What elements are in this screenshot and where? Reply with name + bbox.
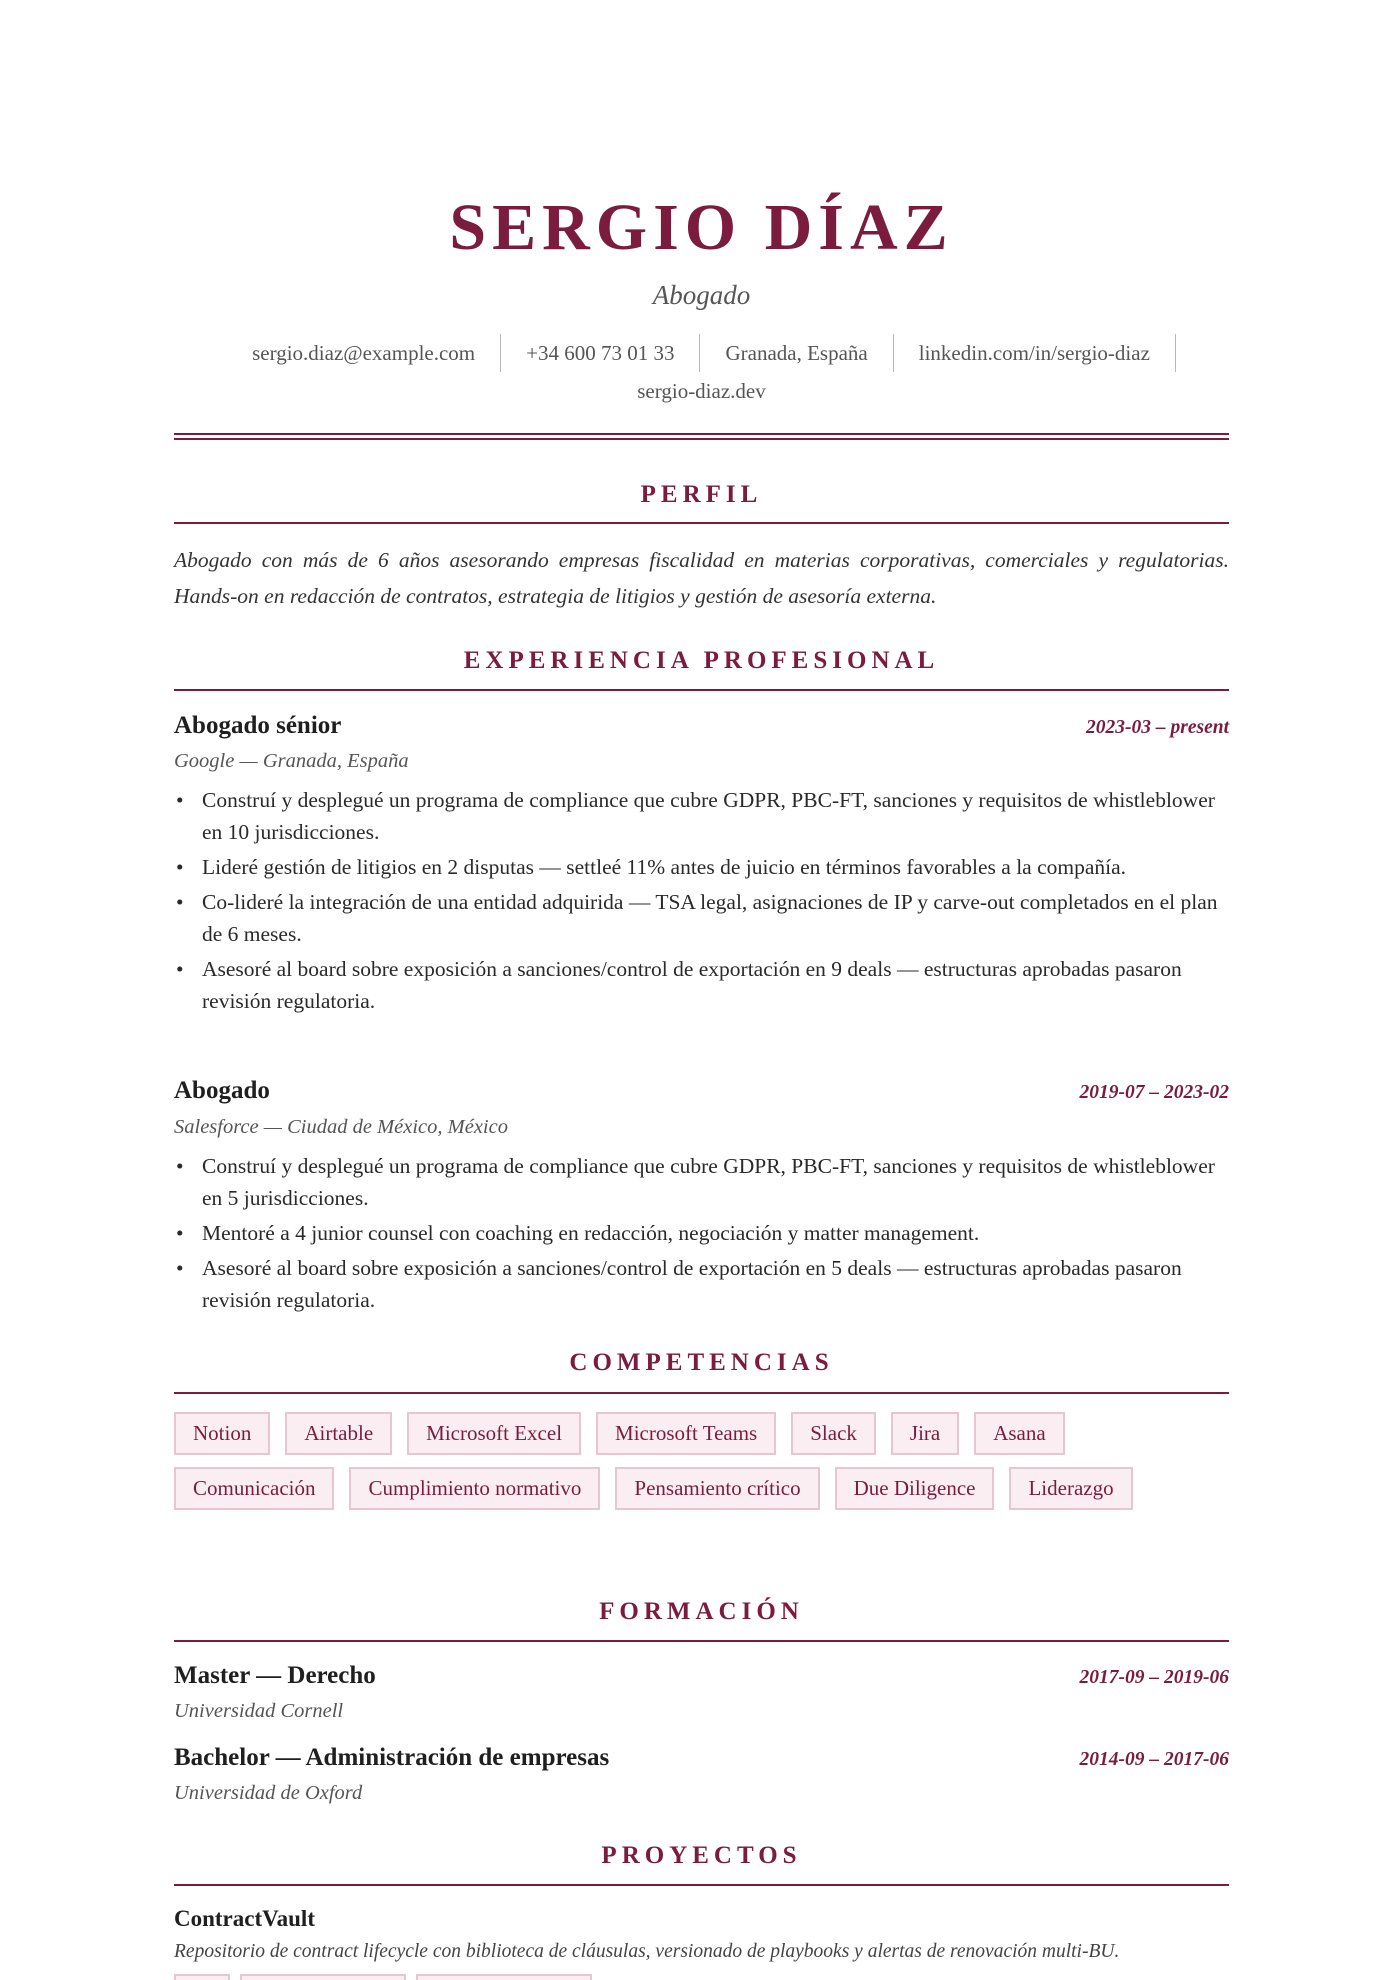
job-achievements xyxy=(174,784,1229,1020)
skill-tag: Cumplimiento normativo xyxy=(349,1467,600,1510)
job-dates: 2023-03 – present xyxy=(1086,717,1229,738)
section-rule-education xyxy=(174,1640,1229,1642)
education-degree: Bachelor — Administración de empresas xyxy=(174,1744,610,1771)
education-school: Universidad Cornell xyxy=(174,1700,344,1722)
job-organization: Google — Granada, España xyxy=(174,750,409,772)
section-rule-projects xyxy=(174,1884,1229,1886)
project-description: Repositorio de contract lifecycle con biblioteca de cláusulas, versionado de playbooks y alertas de renovación multi-BU. xyxy=(174,1941,1120,1962)
project-tags xyxy=(174,1974,592,1980)
section-title-education: FORMACIÓN xyxy=(599,1598,804,1625)
contact-list xyxy=(174,334,1229,410)
candidate-name: SERGIO DÍAZ xyxy=(449,191,954,264)
skill-tag: Jira xyxy=(891,1412,959,1455)
list-item: • Asesoré al board sobre exposición a sanciones/control de exportación en 9 deals — estructuras aprobadas pasaron revisión regulatoria. xyxy=(174,953,1229,1017)
skill-tag: Slack xyxy=(791,1412,876,1455)
skill-tag: Notion xyxy=(174,1412,270,1455)
contact-phone[interactable]: +34 600 73 01 33 xyxy=(501,334,700,372)
skill-tag: Pensamiento crítico xyxy=(615,1467,819,1510)
project-tag xyxy=(416,1974,592,1980)
section-rule-profile xyxy=(174,522,1229,524)
section-rule-experience xyxy=(174,689,1229,691)
skill-tag: Airtable xyxy=(285,1412,392,1455)
header-divider xyxy=(174,433,1229,440)
project-tag xyxy=(174,1974,230,1980)
job-organization: Salesforce — Ciudad de México, México xyxy=(174,1116,508,1138)
project-tag xyxy=(240,1974,406,1980)
skill-tag: Microsoft Excel xyxy=(407,1412,581,1455)
list-item: • Construí y desplegué un programa de compliance que cubre GDPR, PBC-FT, sanciones y requisitos de whistleblower en 10 jurisdicciones. xyxy=(174,784,1229,848)
contact-location: Granada, España xyxy=(700,334,893,372)
education-dates: 2017-09 – 2019-06 xyxy=(1079,1667,1229,1688)
education-school: Universidad de Oxford xyxy=(174,1782,363,1804)
skill-tag: Comunicación xyxy=(174,1467,334,1510)
section-title-experience: EXPERIENCIA PROFESIONAL xyxy=(463,647,940,674)
section-title-projects: PROYECTOS xyxy=(601,1842,802,1869)
job-achievements xyxy=(174,1150,1229,1319)
list-item: • Mentoré a 4 junior counsel con coaching en redacción, negociación y matter management. xyxy=(174,1217,1229,1249)
section-title-skills: COMPETENCIAS xyxy=(569,1349,834,1376)
profile-summary: Abogado con más de 6 años asesorando empresas fiscalidad en materias corporativas, comerciales y regulatorias. Hands-on en redacción de contratos, estrategia de litigios y gestión de asesoría externa. xyxy=(174,548,1229,608)
list-item: • Lideré gestión de litigios en 2 disputas — settleé 11% antes de juicio en términos favorables a la compañía. xyxy=(174,851,1229,883)
list-item: • Construí y desplegué un programa de compliance que cubre GDPR, PBC-FT, sanciones y requisitos de whistleblower en 5 jurisdicciones. xyxy=(174,1150,1229,1214)
education-degree: Master — Derecho xyxy=(174,1662,376,1689)
section-rule-skills xyxy=(174,1392,1229,1394)
section-title-profile: PERFIL xyxy=(640,481,763,508)
skill-tag: Microsoft Teams xyxy=(596,1412,776,1455)
skill-tag: Liderazgo xyxy=(1009,1467,1132,1510)
project-name: ContractVault xyxy=(174,1906,315,1931)
skill-tag: Asana xyxy=(974,1412,1064,1455)
list-item: • Asesoré al board sobre exposición a sanciones/control de exportación en 5 deals — estructuras aprobadas pasaron revisión regulatoria. xyxy=(174,1252,1229,1316)
contact-email[interactable]: sergio.diaz@example.com xyxy=(227,334,501,372)
contact-linkedin[interactable]: linkedin.com/in/sergio-diaz xyxy=(894,334,1176,372)
skills-list xyxy=(174,1412,1229,1510)
skill-tag: Due Diligence xyxy=(835,1467,995,1510)
job-title: Abogado xyxy=(174,1077,270,1104)
job-dates: 2019-07 – 2023-02 xyxy=(1079,1082,1229,1103)
contact-website[interactable]: sergio-diaz.dev xyxy=(637,379,766,403)
education-dates: 2014-09 – 2017-06 xyxy=(1079,1749,1229,1770)
list-item: • Co-lideré la integración de una entidad adquirida — TSA legal, asignaciones de IP y carve-out completados en el plan de 6 meses. xyxy=(174,886,1229,950)
candidate-role: Abogado xyxy=(652,280,751,310)
job-title: Abogado sénior xyxy=(174,712,342,739)
